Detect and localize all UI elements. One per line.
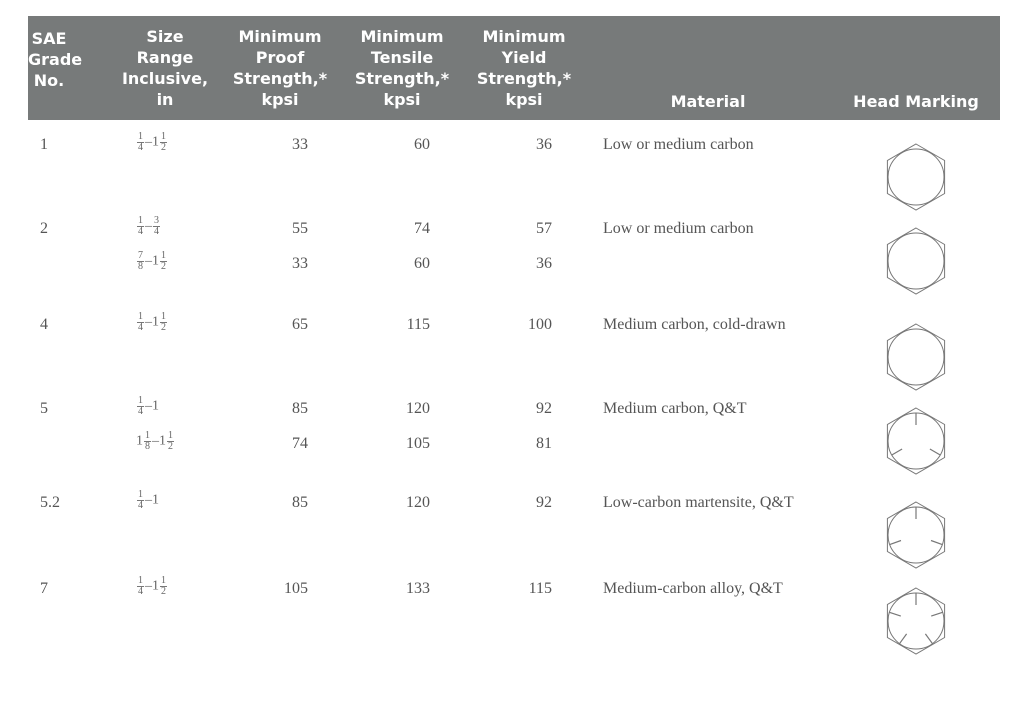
marking-line [890, 541, 901, 545]
denominator: 4 [138, 226, 143, 237]
size-fraction-low [137, 132, 144, 153]
grade-number: 1 [40, 136, 48, 153]
size-fraction-high [160, 132, 167, 153]
marking-line [925, 634, 932, 644]
size-fraction-low [137, 396, 144, 417]
numerator: 1 [161, 311, 166, 322]
size-whole-high: 1 [152, 314, 159, 330]
size-whole-high: 1 [152, 578, 159, 594]
head-marking-icon [881, 500, 951, 570]
hexagon-outline [887, 228, 944, 294]
denominator: 2 [161, 142, 166, 153]
denominator: 4 [154, 226, 159, 237]
head-marking-icon [881, 322, 951, 392]
grade-number: 4 [40, 316, 48, 333]
proof-strength: 85 [292, 400, 308, 417]
head-circle [888, 329, 944, 385]
size-range [136, 490, 159, 511]
size-separator: – [145, 253, 152, 269]
table-header [28, 16, 1000, 120]
size-fraction-high [153, 216, 160, 237]
denominator: 4 [138, 406, 143, 417]
proof-strength: 74 [292, 435, 308, 452]
tensile-strength: 105 [406, 435, 430, 452]
denominator: 2 [161, 586, 166, 597]
yield-strength: 36 [536, 136, 552, 153]
head-marking-icon [881, 406, 951, 476]
grade-number: 5 [40, 400, 48, 417]
marking-line [892, 449, 902, 455]
header-material: Material [670, 92, 746, 111]
material: Medium-carbon alloy, Q&T [603, 580, 783, 597]
size-whole: 1 [136, 433, 143, 449]
marking-line [889, 612, 900, 616]
numerator: 1 [138, 131, 143, 142]
numerator: 1 [161, 250, 166, 261]
size-fraction-low [137, 576, 144, 597]
yield-strength: 92 [536, 494, 552, 511]
hexagon-outline [887, 144, 944, 210]
size-range [136, 576, 168, 597]
size-separator: – [145, 492, 152, 508]
head-marking-icon [881, 586, 951, 656]
numerator: 1 [145, 430, 150, 441]
denominator: 4 [138, 322, 143, 333]
tensile-strength: 115 [406, 316, 430, 333]
size-range [136, 216, 161, 237]
head-marking-icon [881, 226, 951, 296]
size-whole-high: 1 [152, 253, 159, 269]
size-range [136, 251, 168, 272]
yield-strength: 36 [536, 255, 552, 272]
material: Low-carbon martensite, Q&T [603, 494, 794, 511]
size-whole-high: 1 [152, 492, 159, 508]
header-head-marking: Head Marking [853, 92, 979, 111]
size-range [136, 396, 159, 417]
size-whole-high: 1 [159, 433, 166, 449]
size-fraction-low [137, 312, 144, 333]
proof-strength: 33 [292, 136, 308, 153]
denominator: 8 [145, 441, 150, 452]
size-separator: – [145, 218, 152, 234]
numerator: 1 [138, 215, 143, 226]
marking-line [900, 634, 907, 644]
size-range [136, 132, 168, 153]
marking-line [931, 612, 942, 616]
tensile-strength: 120 [406, 494, 430, 511]
header-sae-grade: SAE Grade No. [28, 29, 83, 90]
size-separator: – [145, 314, 152, 330]
size-fraction-high [160, 576, 167, 597]
grade-number: 5.2 [40, 494, 60, 511]
numerator: 1 [168, 430, 173, 441]
size-separator: – [145, 578, 152, 594]
size-fraction-high [160, 312, 167, 333]
numerator: 1 [138, 575, 143, 586]
proof-strength: 65 [292, 316, 308, 333]
size-separator: – [152, 433, 159, 449]
denominator: 2 [161, 261, 166, 272]
numerator: 1 [161, 575, 166, 586]
head-marking-icon [881, 142, 951, 212]
marking-line [931, 541, 942, 545]
yield-strength: 57 [536, 220, 552, 237]
tensile-strength: 60 [414, 136, 430, 153]
head-circle [888, 233, 944, 289]
head-circle [888, 149, 944, 205]
tensile-strength: 60 [414, 255, 430, 272]
yield-strength: 92 [536, 400, 552, 417]
material: Low or medium carbon [603, 220, 754, 237]
size-fraction-high [160, 251, 167, 272]
material: Medium carbon, Q&T [603, 400, 747, 417]
size-range [136, 312, 168, 333]
tensile-strength: 74 [414, 220, 430, 237]
hexagon-outline [887, 324, 944, 390]
size-range [136, 431, 175, 452]
tensile-strength: 133 [406, 580, 430, 597]
material: Low or medium carbon [603, 136, 754, 153]
header-yield-strength: Minimum Yield Strength,* kpsi [476, 27, 572, 109]
denominator: 2 [161, 322, 166, 333]
grade-number: 2 [40, 220, 48, 237]
numerator: 1 [161, 131, 166, 142]
yield-strength: 115 [528, 580, 552, 597]
denominator: 2 [168, 441, 173, 452]
numerator: 1 [138, 395, 143, 406]
marking-line [930, 449, 940, 455]
size-fraction-high [167, 431, 174, 452]
header-tensile-strength: Minimum Tensile Strength,* kpsi [354, 27, 450, 109]
size-separator: – [145, 134, 152, 150]
size-fraction-low [137, 216, 144, 237]
header-size-range: Size Range Inclusive, in [121, 27, 209, 109]
denominator: 4 [138, 500, 143, 511]
size-whole-high: 1 [152, 134, 159, 150]
size-separator: – [145, 398, 152, 414]
denominator: 8 [138, 261, 143, 272]
size-whole-high: 1 [152, 398, 159, 414]
grade-number: 7 [40, 580, 48, 597]
size-fraction-low [137, 251, 144, 272]
header-proof-strength: Minimum Proof Strength,* kpsi [232, 27, 328, 109]
numerator: 1 [138, 311, 143, 322]
size-fraction-low [144, 431, 151, 452]
numerator: 7 [138, 250, 143, 261]
proof-strength: 85 [292, 494, 308, 511]
proof-strength: 33 [292, 255, 308, 272]
yield-strength: 81 [536, 435, 552, 452]
denominator: 4 [138, 142, 143, 153]
numerator: 1 [138, 489, 143, 500]
tensile-strength: 120 [406, 400, 430, 417]
material: Medium carbon, cold-drawn [603, 316, 786, 333]
proof-strength: 105 [284, 580, 308, 597]
numerator: 3 [154, 215, 159, 226]
yield-strength: 100 [528, 316, 552, 333]
proof-strength: 55 [292, 220, 308, 237]
size-fraction-low [137, 490, 144, 511]
denominator: 4 [138, 586, 143, 597]
